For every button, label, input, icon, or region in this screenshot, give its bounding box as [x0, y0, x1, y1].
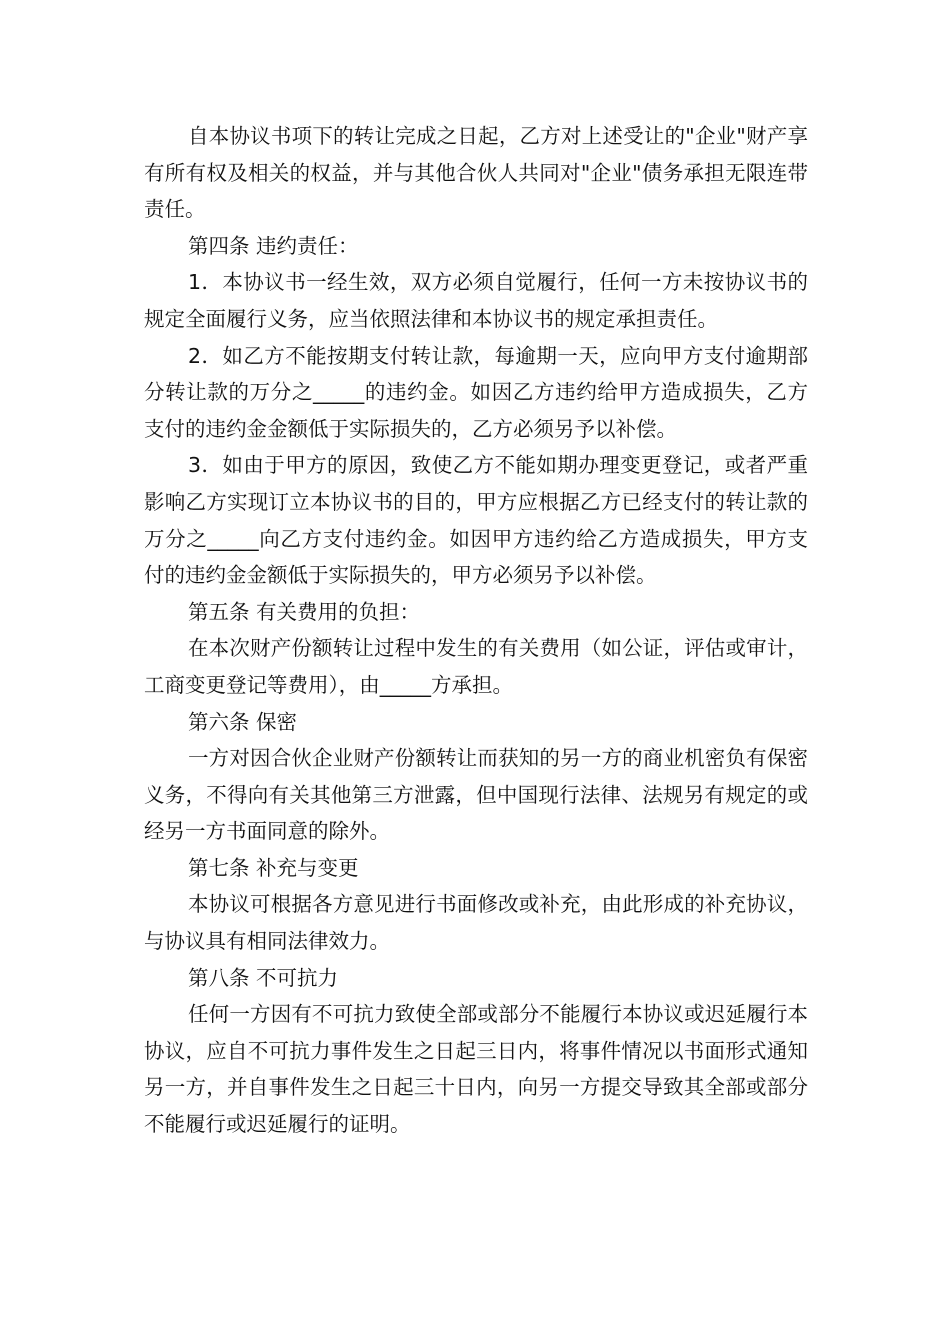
article-8-heading: 第八条 不可抗力 — [188, 965, 339, 990]
article-4-heading: 第四条 违约责任： — [188, 233, 359, 258]
article-5-heading: 第五条 有关费用的负担： — [188, 599, 421, 624]
article-6-heading: 第六条 保密 — [188, 709, 298, 734]
article-6-body: 一方对因合伙企业财产份额转让而获知的另一方的商业机密负有保密义务，不得向有关其他第三方泄露，但中国现行法律、法规另有规定的或经另一方书面同意的除外。 — [144, 746, 808, 844]
article-7-heading: 第七条 补充与变更 — [188, 855, 359, 880]
paragraph-transfer-rights: 自本协议书项下的转让完成之日起，乙方对上述受让的"企业"财产享有所有权及相关的权益，并与其他合伙人共同对"企业"债务承担无限连带责任。 — [144, 124, 808, 222]
document-body — [144, 118, 808, 1143]
article-4-clause-3: 3．如由于甲方的原因，致使乙方不能如期办理变更登记，或者严重影响乙方实现订立本协议书的目的，甲方应根据乙方已经支付的转让款的万分之_____向乙方支付违约金。如因甲方违约给乙方造成损失，甲方支付的违约金金额低于实际损失的，甲方必须另予以补偿。 — [144, 453, 808, 588]
article-4-clause-1: 1．本协议书一经生效，双方必须自觉履行，任何一方未按协议书的规定全面履行义务，应当依照法律和本协议书的规定承担责任。 — [144, 270, 808, 331]
article-7-body: 本协议可根据各方意见进行书面修改或补充，由此形成的补充协议，与协议具有相同法律效力。 — [144, 892, 808, 954]
article-5-body: 在本次财产份额转让过程中发生的有关费用（如公证，评估或审计，工商变更登记等费用），由_____方承担。 — [144, 636, 808, 697]
article-4-clause-2: 2．如乙方不能按期支付转让款，每逾期一天，应向甲方支付逾期部分转让款的万分之_____的违约金。如因乙方违约给甲方造成损失，乙方支付的违约金金额低于实际损失的，乙方必须另予以补偿。 — [144, 343, 808, 441]
article-8-body: 任何一方因有不可抗力致使全部或部分不能履行本协议或迟延履行本协议，应自不可抗力事件发生之日起三日内，将事件情况以书面形式通知另一方，并自事件发生之日起三十日内，向另一方提交导致其全部或部分不能履行或迟延履行的证明。 — [144, 1002, 808, 1137]
